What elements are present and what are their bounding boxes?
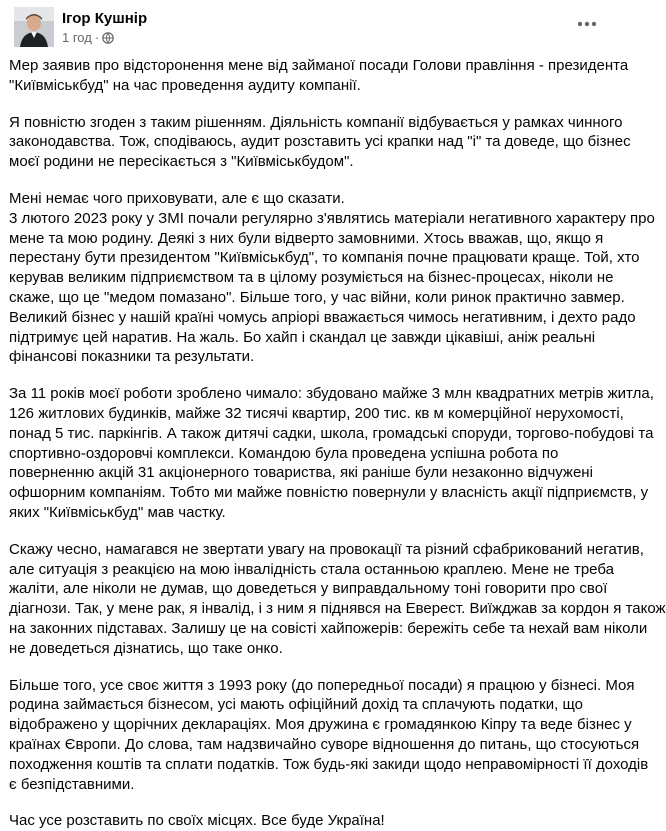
text-line: походження коштів та сплати податків. Тож будь-які закиди щодо неправомірності її доходів (9, 755, 649, 773)
post-paragraph (9, 676, 649, 795)
text-line: на законних підставах. Залишу це на совісті хайпожерів: бережіть себе та нехай вам ніколи (9, 619, 648, 637)
text-line: відображено у щорічних деклараціях. Моя дружина є громадянкою Кіпру та веде бізнес у (9, 716, 632, 734)
post-time[interactable]: 1 год (62, 30, 92, 45)
text-line: 3 лютого 2023 року у ЗМІ почали регулярно з'являтись матеріали негативного характеру про (9, 209, 655, 227)
text-line: Більше того, усе своє життя з 1993 року (до попередньої посади) я працюю у бізнесі. Моя (9, 676, 635, 694)
text-line: 126 житлових будинків, майже 32 тисячі квартир, 200 тис. кв м комерційної нерухомості, (9, 404, 624, 422)
text-line: підтримує цей наратив. На жаль. Бо хайп і скандал це завжди цікавіші, аніж реальні (9, 328, 596, 346)
text-line: мене та мою родину. Деякі з них були відверто замовними. Хтось вважав, що, якщо я (9, 229, 604, 247)
avatar[interactable] (14, 7, 54, 47)
text-line: перестану бути президентом "Київміськбуд", то компанія почне працювати краще. Той, хто (9, 249, 640, 267)
text-line: законодавства. Тож, сподіваюсь, аудит розставить усі крапки над "і" та доведе, що бізнес (9, 133, 631, 151)
text-line: моєї родини не пересікається з "Київміськбудом". (9, 153, 354, 171)
profile-photo (14, 7, 54, 47)
text-line: понад 5 тис. паркінгів. А також дитячі садки, школа, громадські споруди, торгово-побудові та (9, 424, 654, 442)
text-line: спортивно-оздоровчі комплекси. Командою була проведена успішна робота по (9, 444, 559, 462)
text-line: країнах Європи. До слова, там надзвичайно суворе відношення до питань, що стосуються (9, 735, 640, 753)
post-paragraph (9, 113, 631, 172)
post-body (6, 50, 666, 831)
text-line: фінансові показники та результати. (9, 348, 255, 366)
post-header (6, 0, 616, 50)
post-meta (62, 30, 114, 46)
text-line: керував великим підприємством та в цілому розуміється на бізнес-процесах, ніколи не (9, 269, 614, 287)
text-line: є безпідставними. (9, 775, 135, 793)
text-line: Час усе розставить по своїх місцях. Все буде Україна! (9, 812, 385, 830)
post-paragraph (9, 56, 629, 96)
text-line: Скажу чесно, намагався не звертати увагу на провокації та різний сфабрикований негатив, (9, 540, 644, 558)
text-line: Я повністю згоден з таким рішенням. Діяльність компанії відбувається у рамках чинного (9, 113, 623, 131)
text-line: яких "Київміськбуд" мав частку. (9, 503, 226, 521)
post-paragraph (9, 540, 666, 659)
text-line: жаліти, але ніколи не думав, що доведеться у виправдальному тоні говорити про свої (9, 580, 608, 598)
text-line: діагнози. Так, у мене рак, я інвалід, і з ним я піднявся на Еверест. Виїжджав за кордон я також (9, 600, 666, 618)
text-line: не доведеться дізнатись, що таке онко. (9, 639, 283, 657)
post-paragraph (9, 811, 612, 831)
text-line: Мер заявив про відсторонення мене від займаної посади Голови правління - президента (9, 57, 629, 74)
text-line: але ситуація з реакцією на мою інвалідність стала останньою краплею. Мене не треба (9, 560, 614, 578)
text-line: "Київміськбуд" на час проведення аудиту компанії. (9, 76, 361, 94)
author-name[interactable]: Ігор Кушнір (62, 10, 148, 27)
globe-icon[interactable] (102, 32, 114, 44)
text-line: скаже, що це "медом помазано". Більше того, у час війни, коли ринок практично завмер. (9, 288, 625, 306)
text-line: офшорним компаніям. Тобто ми майже повністю повернули у власність акції підприємств, у (9, 484, 649, 502)
post-paragraph (9, 189, 655, 367)
text-line: Великий бізнес у нашій країні чомусь апріорі вважається чимось негативним, і дехто радо (9, 308, 636, 326)
text-line: поверненню акцій 31 акціонерного товариства, які раніше були незаконно відчужені (9, 464, 593, 482)
more-horizontal-icon[interactable] (572, 12, 602, 36)
text-line: Мені немає чого приховувати, але є що сказати. (9, 189, 345, 207)
post-paragraph (9, 384, 654, 523)
text-line: родина займається бізнесом, усі мають офіційний дохід та сплачують податки, що (9, 696, 583, 714)
meta-separator: · (94, 30, 100, 45)
text-line: За 11 років моєї роботи зроблено чимало: збудовано майже 3 млн квадратних метрів житла, (9, 385, 654, 403)
